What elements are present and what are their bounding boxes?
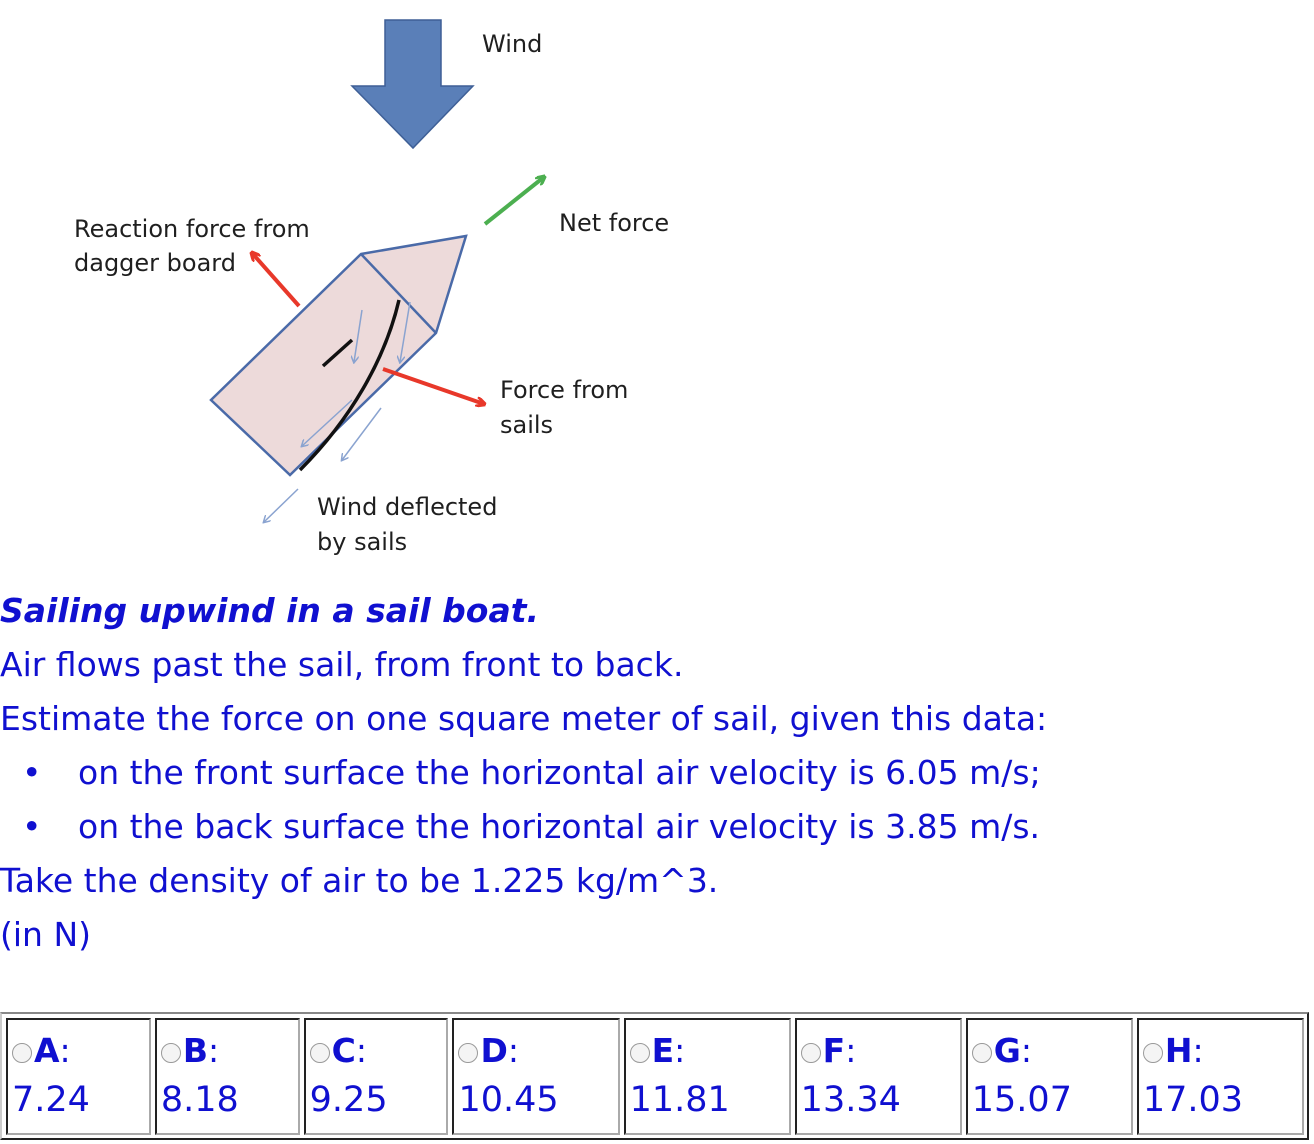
radio-button[interactable] — [801, 1043, 821, 1063]
choice-letter: G — [993, 1030, 1021, 1070]
choice-value: 9.25 — [309, 1080, 388, 1120]
question-title: Sailing upwind in a sail boat. — [0, 591, 540, 630]
deflected-label-line2: by sails — [317, 528, 408, 556]
question-line-3: Take the density of air to be 1.225 kg/m^3. — [0, 861, 719, 900]
question-text — [0, 584, 1300, 962]
radio-button[interactable] — [1143, 1043, 1163, 1063]
answer-choice-a[interactable]: A : 7.24 — [6, 1018, 151, 1135]
data-list — [0, 746, 1300, 854]
flow-arrow-5 — [264, 489, 298, 522]
choice-letter: D — [480, 1030, 508, 1070]
list-item — [0, 746, 1300, 800]
choice-value: 10.45 — [458, 1080, 559, 1120]
answer-choice-g[interactable]: G : 15.07 — [966, 1018, 1133, 1135]
choice-value: 11.81 — [629, 1080, 730, 1120]
choice-value: 8.18 — [160, 1080, 239, 1120]
radio-button[interactable] — [161, 1043, 181, 1063]
radio-button[interactable] — [972, 1043, 992, 1063]
choice-letter: E — [651, 1030, 675, 1070]
bullet-icon: • — [22, 807, 42, 846]
choice-letter: A — [34, 1030, 60, 1070]
list-item-text: on the front surface the horizontal air velocity is 6.05 m/s; — [78, 753, 1041, 792]
sail-force-label-line1: Force from — [500, 376, 629, 404]
choice-value: 13.34 — [800, 1080, 901, 1120]
choice-letter: B — [182, 1030, 208, 1070]
choice-value: 7.24 — [12, 1080, 90, 1120]
sail-force-arrow — [383, 369, 484, 404]
reaction-force-arrow — [252, 253, 299, 306]
choice-value: 15.07 — [971, 1080, 1072, 1120]
net-force-label: Net force — [559, 209, 670, 237]
sailboat-diagram — [0, 0, 700, 570]
answer-choice-b[interactable]: B : 8.18 — [155, 1018, 300, 1135]
radio-button[interactable] — [310, 1043, 330, 1063]
net-force-arrow — [485, 177, 544, 224]
list-item — [0, 800, 1300, 854]
choice-letter: C — [331, 1030, 356, 1070]
radio-button[interactable] — [630, 1043, 650, 1063]
units-note: (in N) — [0, 915, 92, 954]
reaction-label-line1: Reaction force from — [74, 215, 310, 243]
boat-hull — [211, 236, 466, 475]
choice-letter: H — [1164, 1030, 1193, 1070]
bullet-icon: • — [22, 753, 42, 792]
list-item-text: on the back surface the horizontal air velocity is 3.85 m/s. — [78, 807, 1041, 846]
choice-value: 17.03 — [1142, 1080, 1244, 1120]
wind-arrow — [352, 20, 473, 148]
sail-force-label-line2: sails — [500, 411, 554, 439]
reaction-label-line2: dagger board — [74, 249, 236, 277]
wind-label: Wind — [482, 30, 543, 58]
choice-letter: F — [822, 1030, 846, 1070]
deflected-label-line1: Wind deflected — [317, 493, 498, 521]
answer-choices — [0, 1012, 1309, 1140]
answer-choice-h[interactable]: H : 17.03 — [1137, 1018, 1304, 1135]
answer-choice-f[interactable]: F : 13.34 — [795, 1018, 962, 1135]
radio-button[interactable] — [458, 1043, 478, 1063]
answer-choice-d[interactable]: D : 10.45 — [452, 1018, 619, 1135]
question-line-2: Estimate the force on one square meter of sail, given this data: — [0, 699, 1048, 738]
question-line-1: Air flows past the sail, from front to back. — [0, 645, 684, 684]
radio-button[interactable] — [12, 1043, 32, 1063]
answer-choice-c[interactable]: C : 9.25 — [304, 1018, 449, 1135]
answer-choice-e[interactable]: E : 11.81 — [624, 1018, 791, 1135]
